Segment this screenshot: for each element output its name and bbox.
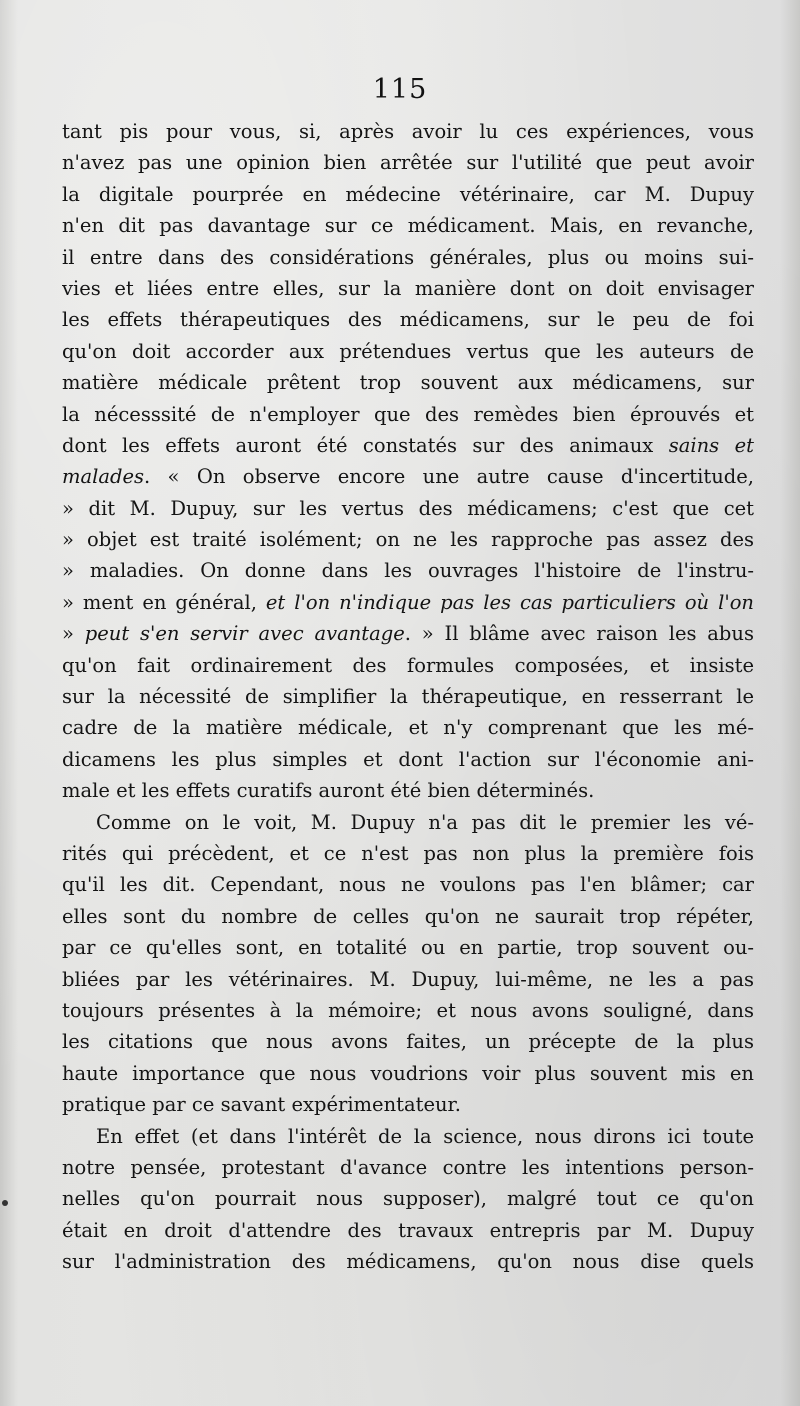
text-span: elles sont du nombre de celles qu'on ne saurait trop répéter, — [62, 904, 754, 928]
text-span: » dit M. Dupuy, sur les vertus des médicamens; c'est que cet — [62, 496, 754, 520]
page-number: 115 — [372, 74, 428, 105]
text-line — [62, 1183, 754, 1214]
text-span: la digitale pourprée en médecine vétérinaire, car M. Dupuy — [62, 182, 754, 206]
text-span: male et les effets curatifs auront été bien déterminés. — [62, 779, 595, 803]
text-span: dicamens les plus simples et dont l'action sur l'économie ani- — [62, 747, 754, 771]
text-line — [62, 179, 754, 210]
text-span: les effets thérapeutiques des médicamens, sur le peu de foi — [62, 308, 754, 332]
text-line — [62, 1121, 754, 1152]
text-line — [62, 116, 754, 147]
text-line — [62, 807, 754, 838]
text-span: rités qui précèdent, et ce n'est pas non plus la première fois — [62, 841, 754, 865]
text-span: nelles qu'on pourrait nous supposer), malgré tout ce qu'on — [62, 1187, 754, 1211]
text-span: toujours présentes à la mémoire; et nous avons souligné, dans — [62, 998, 754, 1022]
text-span: cadre de la matière médicale, et n'y comprenant que les mé- — [62, 716, 754, 740]
text-line — [62, 838, 754, 869]
text-span: dont les effets auront été constatés sur des animaux — [62, 433, 669, 457]
text-span: pratique par ce savant expérimentateur. — [62, 1093, 461, 1117]
text-span: n'en dit pas davantage sur ce médicament. Mais, en revanche, — [62, 214, 754, 238]
text-span: les citations que nous avons faites, un précepte de la plus — [62, 1030, 754, 1054]
text-line — [62, 399, 754, 430]
text-line — [62, 210, 754, 241]
text-span: tant pis pour vous, si, après avoir lu ces expériences, vous — [62, 120, 754, 143]
text-line — [62, 775, 754, 806]
text-line — [62, 995, 754, 1026]
text-span: En effet (et dans l'intérêt de la science, nous dirons ici toute — [96, 1124, 754, 1148]
text-line — [62, 430, 754, 461]
text-line — [62, 336, 754, 367]
text-line — [62, 618, 754, 649]
text-span: qu'il les dit. Cependant, nous ne voulons pas l'en blâmer; car — [62, 873, 754, 897]
text-span: il entre dans des considérations générales, plus ou moins sui- — [62, 245, 754, 269]
text-line — [62, 304, 754, 335]
text-span: sur l'administration des médicamens, qu'on nous dise quels — [62, 1250, 754, 1274]
text-span: » maladies. On donne dans les ouvrages l'histoire de l'instru- — [62, 559, 754, 583]
text-span: . « On observe encore une autre cause d'incertitude, — [144, 465, 754, 489]
text-line — [62, 964, 754, 995]
text-span: n'avez pas une opinion bien arrêtée sur l'utilité que peut avoir — [62, 151, 754, 175]
text-line — [62, 524, 754, 555]
text-line — [62, 712, 754, 743]
text-line — [62, 1026, 754, 1057]
italic-text: malades — [62, 465, 145, 489]
text-line — [62, 1058, 754, 1089]
text-line — [62, 869, 754, 900]
text-span: Comme on le voit, M. Dupuy n'a pas dit le premier les vé- — [96, 810, 754, 834]
body-text — [62, 116, 754, 1277]
text-line — [62, 744, 754, 775]
italic-text: et l'on n'indique pas les cas particuliers où l'on — [265, 590, 754, 614]
text-line — [62, 273, 754, 304]
text-line — [62, 461, 754, 492]
text-span: la nécesssité de n'employer que des remèdes bien éprouvés et — [62, 402, 754, 426]
italic-text: sains et — [668, 433, 754, 457]
text-span: sur la nécessité de simplifier la thérapeutique, en resserrant le — [62, 685, 754, 709]
text-span: haute importance que nous voudrions voir plus souvent mis en — [62, 1061, 754, 1085]
text-line — [62, 932, 754, 963]
text-span: vies et liées entre elles, sur la manière dont on doit envisager — [62, 276, 754, 300]
text-line — [62, 147, 754, 178]
text-line — [62, 901, 754, 932]
text-line — [62, 650, 754, 681]
text-span: » ment en général, — [62, 590, 266, 614]
text-span: par ce qu'elles sont, en totalité ou en partie, trop souvent ou- — [62, 936, 754, 960]
text-span: notre pensée, protestant d'avance contre les intentions person- — [62, 1155, 754, 1179]
text-line — [62, 493, 754, 524]
text-span: matière médicale prêtent trop souvent aux médicamens, sur — [62, 371, 754, 395]
text-span: » — [62, 622, 85, 646]
text-line — [62, 681, 754, 712]
text-line — [62, 1152, 754, 1183]
text-line — [62, 555, 754, 586]
text-span: qu'on doit accorder aux prétendues vertus que les auteurs de — [62, 339, 754, 363]
text-span: était en droit d'attendre des travaux entrepris par M. Dupuy — [62, 1218, 754, 1242]
text-line — [62, 1089, 754, 1120]
text-line — [62, 587, 754, 618]
text-span: bliées par les vétérinaires. M. Dupuy, lui-même, ne les a pas — [62, 967, 754, 991]
italic-text: peut s'en servir avec avantage — [84, 622, 405, 646]
text-span: . » Il blâme avec raison les abus — [404, 622, 754, 646]
text-line — [62, 367, 754, 398]
text-line — [62, 1215, 754, 1246]
text-span: qu'on fait ordinairement des formules composées, et insiste — [62, 653, 754, 677]
margin-ink-mark — [2, 1200, 8, 1206]
text-span: » objet est traité isolément; on ne les rapproche pas assez des — [62, 528, 754, 552]
text-line — [62, 1246, 754, 1277]
text-line — [62, 242, 754, 273]
